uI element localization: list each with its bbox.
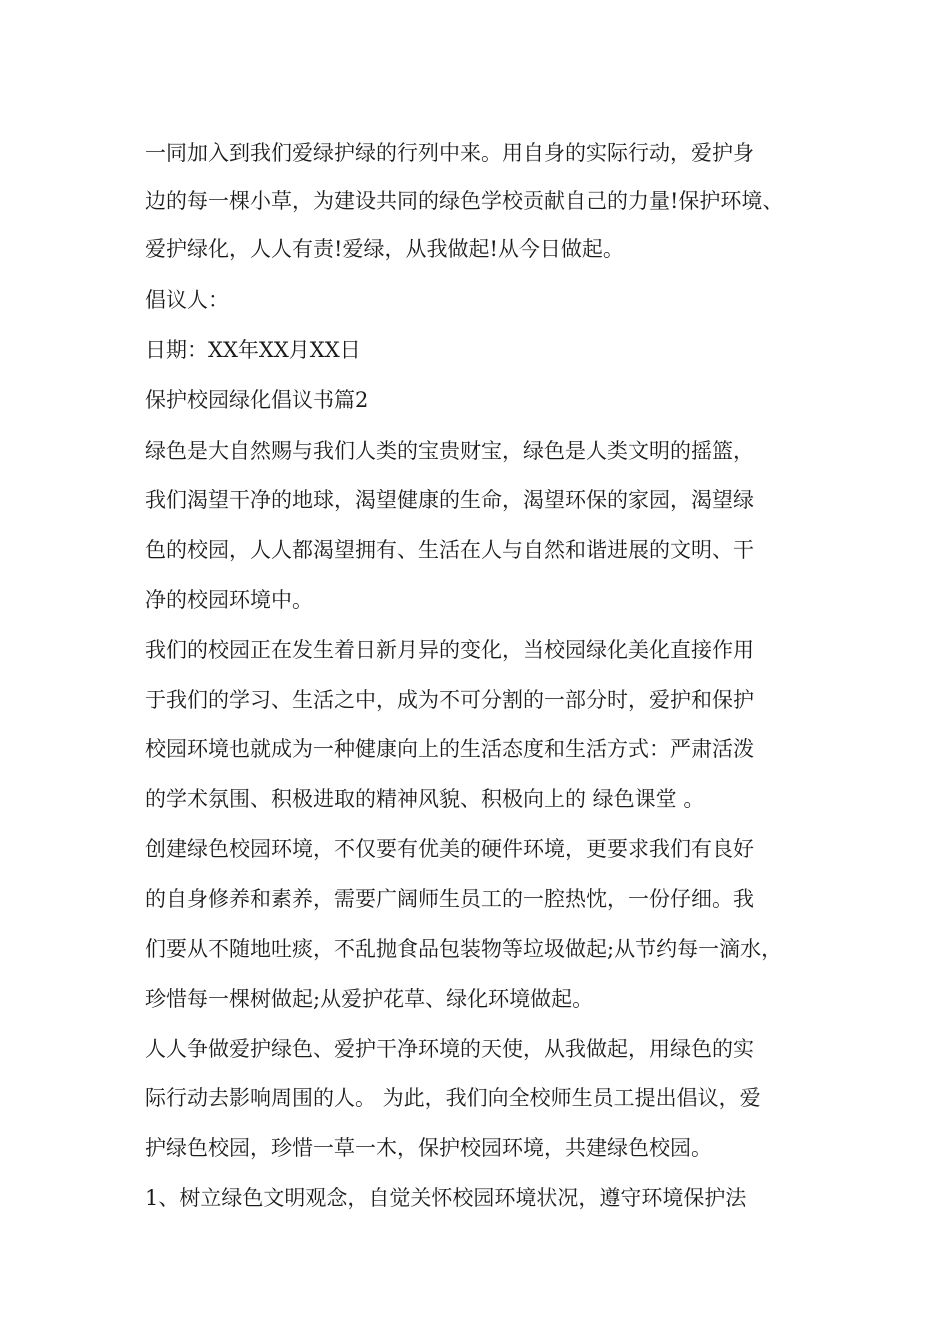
- text-line: 1、树立绿色文明观念，自觉关怀校园环境状况，遵守环境保护法: [145, 1186, 747, 1210]
- text-line: 的学术氛围、积极进取的精神风貌、积极向上的 绿色课堂 。: [145, 787, 705, 811]
- text-line: 绿色是大自然赐与我们人类的宝贵财宝，绿色是人类文明的摇篮，: [145, 439, 754, 463]
- text-line: 一同加入到我们爱绿护绿的行列中来。用自身的实际行动，爱护身: [145, 141, 754, 165]
- text-line: 于我们的学习、生活之中，成为不可分割的一部分时，爱护和保护: [145, 688, 754, 712]
- text-line: 边的每一棵小草，为建设共同的绿色学校贡献自己的力量!保护环境、: [145, 189, 784, 213]
- text-line: 珍惜每一棵树做起;从爱护花草、绿化环境做起。: [145, 987, 594, 1011]
- text-line: 际行动去影响周围的人。 为此，我们向全校师生员工提出倡议，爱: [145, 1086, 761, 1110]
- text-line: 创建绿色校园环境，不仅要有优美的硬件环境，更要求我们有良好: [145, 837, 754, 861]
- section-heading: 保护校园绿化倡议书篇2: [145, 388, 369, 412]
- text-line: 我们的校园正在发生着日新月异的变化，当校园绿化美化直接作用: [145, 638, 754, 662]
- text-line: 我们渴望干净的地球，渴望健康的生命，渴望环保的家园，渴望绿: [145, 488, 754, 512]
- text-line: 们要从不随地吐痰，不乱抛食品包装物等垃圾做起;从节约每一滴水，: [145, 937, 783, 961]
- text-line: 的自身修养和素养，需要广阔师生员工的一腔热忱，一份仔细。我: [145, 887, 754, 911]
- text-line: 色的校园，人人都渴望拥有、生活在人与自然和谐进展的文明、干: [145, 538, 754, 562]
- text-line: 倡议人：: [145, 288, 229, 312]
- text-line: 护绿色校园，珍惜一草一木，保护校园环境，共建绿色校园。: [145, 1136, 712, 1160]
- text-line: 校园环境也就成为一种健康向上的生活态度和生活方式：严肃活泼: [145, 737, 754, 761]
- text-line: 净的校园环境中。: [145, 588, 313, 612]
- text-line: 人人争做爱护绿色、爱护干净环境的天使，从我做起，用绿色的实: [145, 1037, 754, 1061]
- text-line: 日期：XX年XX月XX日: [145, 338, 361, 362]
- text-line: 爱护绿化，人人有责!爱绿，从我做起!从今日做起。: [145, 237, 624, 261]
